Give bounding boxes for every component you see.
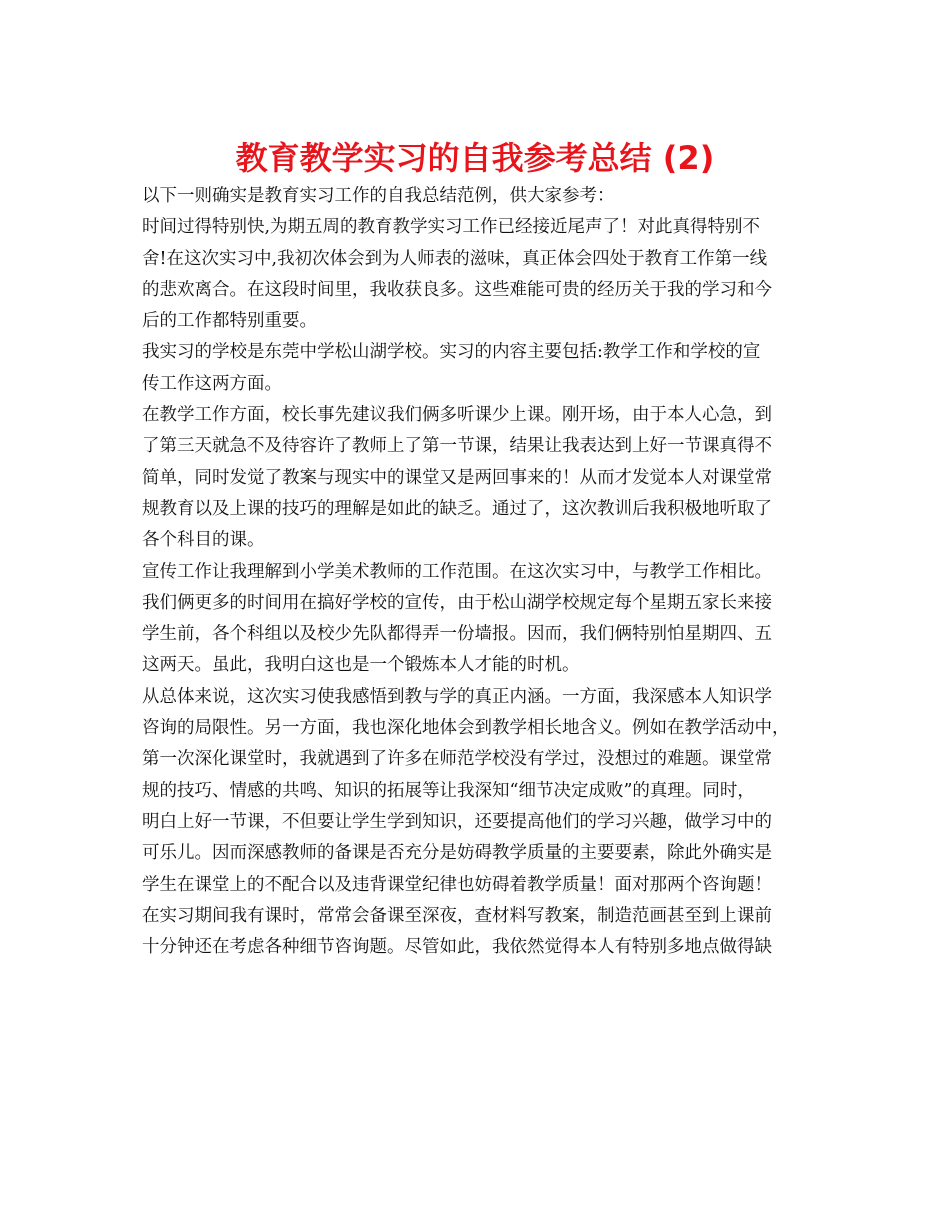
text-line: 明白上好一节课，不但要让学生学到知识，还要提高他们的学习兴趣，做学习中的 bbox=[142, 811, 772, 832]
text-line: 规的技巧、情感的共鸣、知识的拓展等让我深知“细节决定成败”的真理。同时， bbox=[142, 780, 755, 801]
text-line: 舍!在这次实习中,我初次体会到为人师表的滋味，真正体会四处于教育工作第一线 bbox=[142, 248, 768, 269]
text-line: 宣传工作让我理解到小学美术教师的工作范围。在这次实习中，与教学工作相比。 bbox=[142, 561, 772, 582]
text-line: 在实习期间我有课时，常常会备课至深夜，查材料写教案，制造范画甚至到上课前 bbox=[142, 905, 772, 926]
text-line: 十分钟还在考虑各种细节咨询题。尽管如此，我依然觉得本人有特别多地点做得缺 bbox=[142, 937, 772, 958]
text-line: 规教育以及上课的技巧的理解是如此的缺乏。通过了，这次教训后我积极地听取了 bbox=[142, 498, 772, 519]
text-line: 在教学工作方面，校长事先建议我们俩多听课少上课。刚开场，由于本人心急，到 bbox=[142, 405, 772, 426]
text-line: 第一次深化课堂时，我就遇到了许多在师范学校没有学过，没想过的难题。课堂常 bbox=[142, 749, 772, 770]
text-line: 可乐儿。因而深感教师的备课是否充分是妨碍教学质量的主要要素，除此外确实是 bbox=[142, 843, 772, 864]
text-line: 各个科目的课。 bbox=[142, 530, 265, 551]
text-line: 咨询的局限性。另一方面，我也深化地体会到教学相长地含义。例如在教学活动中， bbox=[142, 718, 790, 739]
text-line: 以下一则确实是教育实习工作的自我总结范例，供大家参考： bbox=[142, 186, 615, 206]
text-line: 的悲欢离合。在这段时间里，我收获良多。这些难能可贵的经历关于我的学习和今 bbox=[142, 279, 772, 300]
text-line: 了第三天就急不及待容许了教师上了第一节课，结果让我表达到上好一节课真得不 bbox=[142, 436, 772, 457]
text-line: 学生前，各个科组以及校少先队都得弄一份墙报。因而，我们俩特别怕星期四、五 bbox=[142, 624, 772, 645]
text-line: 这两天。虽此，我明白这也是一个锻炼本人才能的时机。 bbox=[142, 655, 580, 676]
text-line: 从总体来说，这次实习使我感悟到教与学的真正内涵。一方面，我深感本人知识学 bbox=[142, 686, 772, 707]
text-line: 时间过得特别快,为期五周的教育教学实习工作已经接近尾声了！对此真得特别不 bbox=[142, 217, 761, 238]
text-line: 后的工作都特别重要。 bbox=[142, 311, 317, 332]
text-line: 学生在课堂上的不配合以及违背课堂纪律也妨碍着教学质量！面对那两个咨询题！ bbox=[142, 874, 772, 895]
text-line: 我们俩更多的时间用在搞好学校的宣传，由于松山湖学校规定每个星期五家长来接 bbox=[142, 592, 772, 613]
document-body bbox=[142, 181, 832, 963]
document-title: 教育教学实习的自我参考总结 (2) bbox=[235, 139, 715, 177]
text-line: 简单，同时发觉了教案与现实中的课堂又是两回事来的！从而才发觉本人对课堂常 bbox=[142, 467, 772, 488]
text-line: 我实习的学校是东莞中学松山湖学校。实习的内容主要包括:教学工作和学校的宣 bbox=[142, 342, 761, 363]
text-line: 传工作这两方面。 bbox=[142, 373, 282, 394]
